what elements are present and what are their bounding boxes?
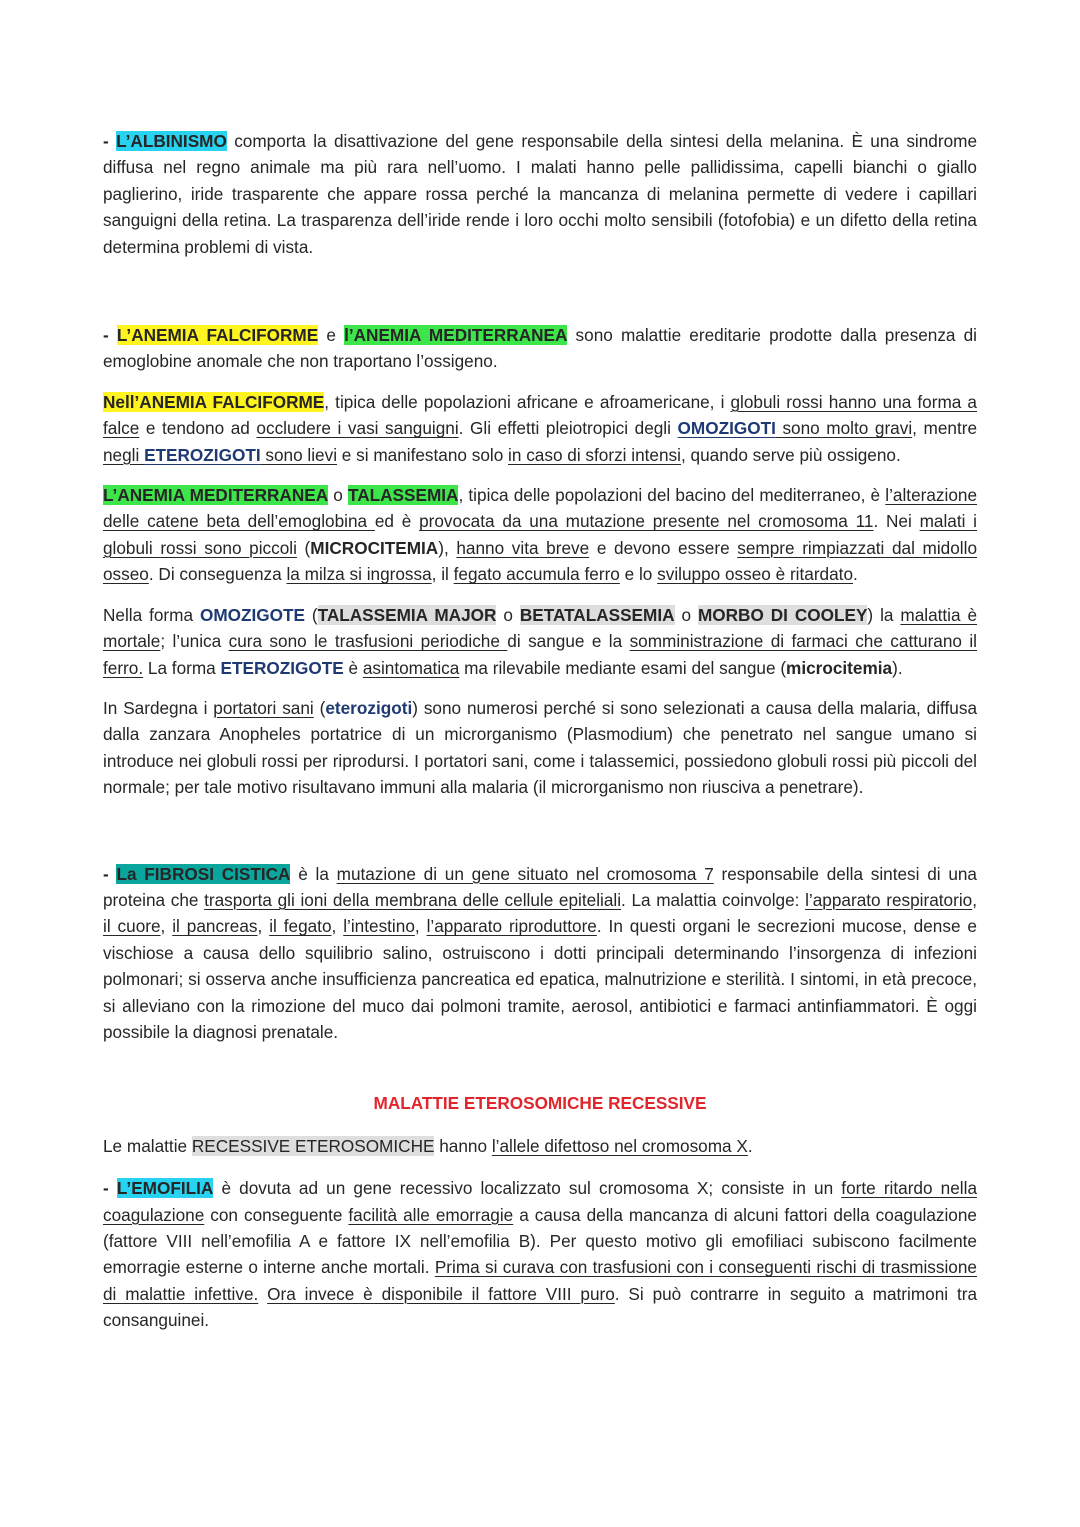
underlined-text: il fegato (269, 916, 332, 937)
underlined-text: malattia è mortale (103, 604, 978, 652)
term-eterozigoti: eterozigoti (325, 697, 413, 718)
underlined-text: il pancreas (172, 916, 258, 937)
term-emofilia: L’EMOFILIA (116, 1178, 214, 1199)
text: , tipica delle popolazioni africane e afroamericane, i (324, 391, 731, 412)
paragraph-fibrosi-cistica (103, 861, 977, 1046)
text: è dovuta ad un gene recessivo localizzato sul cromosoma X; consiste in un (213, 1178, 842, 1199)
underlined-text: in caso di sforzi intensi (508, 444, 681, 465)
text: , (257, 916, 270, 937)
underlined-text: sono lievi (260, 444, 338, 465)
text: ). (892, 657, 903, 678)
text: , (972, 889, 977, 910)
text: responsabile della sintesi di una proteina che (103, 863, 977, 910)
text: . (853, 564, 858, 585)
text: e devono essere (589, 537, 738, 558)
text: In Sardegna i (103, 697, 214, 718)
text: ) la (867, 604, 901, 625)
term-anemia-mediterranea: l’ANEMIA MEDITERRANEA (344, 325, 568, 346)
paragraph-falciforme (103, 389, 977, 468)
term-albinismo: L’ALBINISMO (116, 131, 227, 151)
text: e lo (619, 564, 658, 585)
text: hanno (434, 1135, 492, 1156)
text: , tipica delle popolazioni del bacino del mediterraneo, è (458, 485, 886, 506)
underlined-text: mutazione di un gene situato nel cromosoma 7 (336, 863, 714, 884)
text: La forma (143, 657, 221, 678)
text: o (328, 485, 349, 506)
section-heading: MALATTIE ETEROSOMICHE RECESSIVE (373, 1093, 707, 1114)
underlined-text: globuli rossi hanno una forma a falce (103, 391, 977, 439)
underlined-text: Ora invece è disponibile il fattore VIII puro (267, 1283, 615, 1304)
text: , il (431, 564, 454, 585)
text: , mentre (912, 418, 978, 439)
text: sono malattie ereditarie prodotte dalla presenza di emoglobine anomale che non traportano l’ossigeno. (103, 325, 978, 372)
underlined-text: sempre rimpiazzati dal midollo osseo (103, 537, 977, 585)
text: ( (304, 604, 318, 625)
term-microcitemia: microcitemia (786, 657, 893, 678)
paragraph-emofilia (103, 1175, 977, 1333)
text: e si manifestano solo (337, 444, 509, 465)
text: . Di conseguenza (148, 564, 287, 585)
text: . Si può contrarre in seguito a matrimoni tra consanguinei. (103, 1283, 978, 1331)
text: e tendono ad (139, 418, 257, 439)
text: di sangue e la (507, 631, 630, 652)
paragraph-recessive (103, 1133, 977, 1159)
underlined-text: l’allele difettoso nel cromosoma X (491, 1135, 748, 1156)
dash: - (103, 1178, 117, 1199)
underlined-text: Prima si curava con trasfusioni con i conseguenti rischi di trasmissione di malattie infettive. (103, 1257, 977, 1304)
text: comporta la disattivazione del gene responsabile della sintesi della melanina. È una sindrome diffusa nel regno animale ma più rara nell’uomo. I malati hanno pelle pallidissima, capelli bianchi o giallo paglierino, iride trasparente che appare rossa perché la mancanza di melanina permette di vedere i capillari sanguigni della retina. La trasparenza dell’iride rende i loro occhi molto sensibili (fotofobia) e un difetto della retina determina problemi di vista. (103, 131, 978, 257)
text: è (343, 657, 363, 678)
paragraph-mediterranea (103, 482, 977, 588)
underlined-text: malati i globuli rossi sono piccoli (103, 511, 977, 558)
underlined-text: somministrazione di farmaci che catturano il ferro. (103, 631, 977, 678)
term-eterozigoti: ETEROZIGOTI (144, 444, 261, 465)
underlined-text: trasporta gli ioni della membrana delle cellule epiteliali (204, 889, 622, 910)
term-morbo-di-cooley: MORBO DI COOLEY (697, 604, 868, 625)
text: ma rilevabile mediante esami del sangue ( (459, 657, 787, 678)
paragraph-albinismo (103, 128, 977, 260)
paragraph-omozigote (103, 602, 977, 681)
text: . Nei (873, 511, 920, 532)
term-anemia-falciforme: L’ANEMIA FALCIFORME (116, 325, 319, 346)
underlined-text: l’alterazione delle catene beta dell’emoglobina (103, 485, 978, 532)
text: , (414, 916, 427, 937)
term-omozigote: OMOZIGOTE (199, 604, 305, 625)
text: . (747, 1135, 753, 1156)
text: , (331, 916, 344, 937)
term-fibrosi-cistica: La FIBROSI CISTICA (116, 863, 291, 884)
underlined-text: cura sono le trasfusioni periodiche (228, 631, 508, 652)
text: Le malattie (103, 1135, 192, 1156)
text: e (318, 325, 345, 346)
term-microcitemia: MICROCITEMIA (310, 537, 439, 558)
text: a causa della mancanza di alcuni fattori della coagulazione (fattore VIII nell’emofilia A e fattore IX nell’emofilia B). Per questo motivo gli emofiliaci subiscono facilmente emorragie esterne o interne anche mortali. (103, 1204, 977, 1278)
dash: - (103, 863, 117, 884)
text: ed è (374, 511, 420, 532)
text: . La malattia coinvolge: (621, 889, 806, 910)
text: . In questi organi le secrezioni mucose, dense e vischiose a causa dello squilibrio salino, ostruiscono i dotti principali determinando l’insorgenza di infezioni polmonari; si osserva anche insufficienza pancreatica ed epatica, malnutrizione e sterilità. I sintomi, in età precoce, si alleviano con la rimozione del muco dai polmoni tramite, aerosol, antibiotici e farmaci antinfiammatori. È oggi possibile la diagnosi prenatale. (103, 916, 977, 1042)
text: Nella forma (103, 604, 200, 625)
text: ) sono numerosi perché si sono selezionati a causa della malaria, diffusa dalla zanzara Anopheles portatrice di un microrganismo (Plasmodium) che penetrato nel sangue umano si introduce nei globuli rossi per riprodursi. I portatori sani, come i talassemici, possiedono globuli rossi più piccoli del normale; per tale motivo risultavano immuni alla malaria (il microrganismo non riusciva a penetrare). (103, 697, 978, 798)
underlined-text: l’apparato riproduttore (426, 916, 597, 937)
paragraph-anemia-intro (103, 322, 977, 375)
dash: - (103, 325, 117, 346)
underlined-text: forte ritardo nella coagulazione (103, 1178, 978, 1225)
term-eterozigote: ETEROZIGOTE (220, 657, 344, 678)
text: con conseguente (204, 1204, 349, 1225)
term-omozigoti: OMOZIGOTI (677, 418, 776, 439)
underlined-text: sviluppo osseo è ritardato (657, 564, 854, 585)
underlined-text: occludere i vasi sanguigni (256, 418, 459, 439)
underlined-text: provocata da una mutazione presente nel cromosoma 11 (419, 511, 874, 532)
dash: - (103, 131, 117, 151)
underlined-text: facilità alle emorragie (348, 1204, 514, 1225)
text: , (160, 916, 173, 937)
underlined-text: l’intestino (343, 916, 415, 937)
underlined-text: sono molto gravi (775, 418, 913, 439)
underlined-text: l’apparato respiratorio (805, 889, 973, 910)
underlined-text: fegato accumula ferro (453, 564, 620, 585)
underlined-text: la milza si ingrossa (286, 564, 432, 585)
underlined-text: il cuore (103, 916, 161, 937)
term-talassemia-major: TALASSEMIA MAJOR (317, 604, 497, 625)
text: ; l’unica (160, 631, 229, 652)
paragraph-sardegna (103, 695, 977, 801)
term-recessive-eterosomiche: RECESSIVE ETEROSOMICHE (191, 1135, 435, 1156)
term-anemia-mediterranea: L’ANEMIA MEDITERRANEA (103, 485, 329, 506)
underlined-text: asintomatica (362, 657, 460, 678)
text: ( (313, 697, 326, 718)
underlined-text: hanno vita breve (456, 537, 590, 558)
text: o (496, 604, 520, 625)
text: ( (296, 537, 311, 558)
term-talassemia: TALASSEMIA (348, 485, 459, 506)
underlined-text: portatori sani (213, 697, 314, 718)
text: . Gli effetti pleiotropici degli (458, 418, 678, 439)
text: ), (438, 537, 457, 558)
term-falciforme: Nell’ANEMIA FALCIFORME (103, 391, 325, 412)
text (258, 1284, 267, 1304)
term-betatalassemia: BETATALASSEMIA (519, 604, 675, 625)
text: è la (290, 863, 337, 884)
underlined-text: negli (103, 444, 145, 465)
text: , quando serve più ossigeno. (680, 444, 901, 465)
text: o (674, 604, 698, 625)
